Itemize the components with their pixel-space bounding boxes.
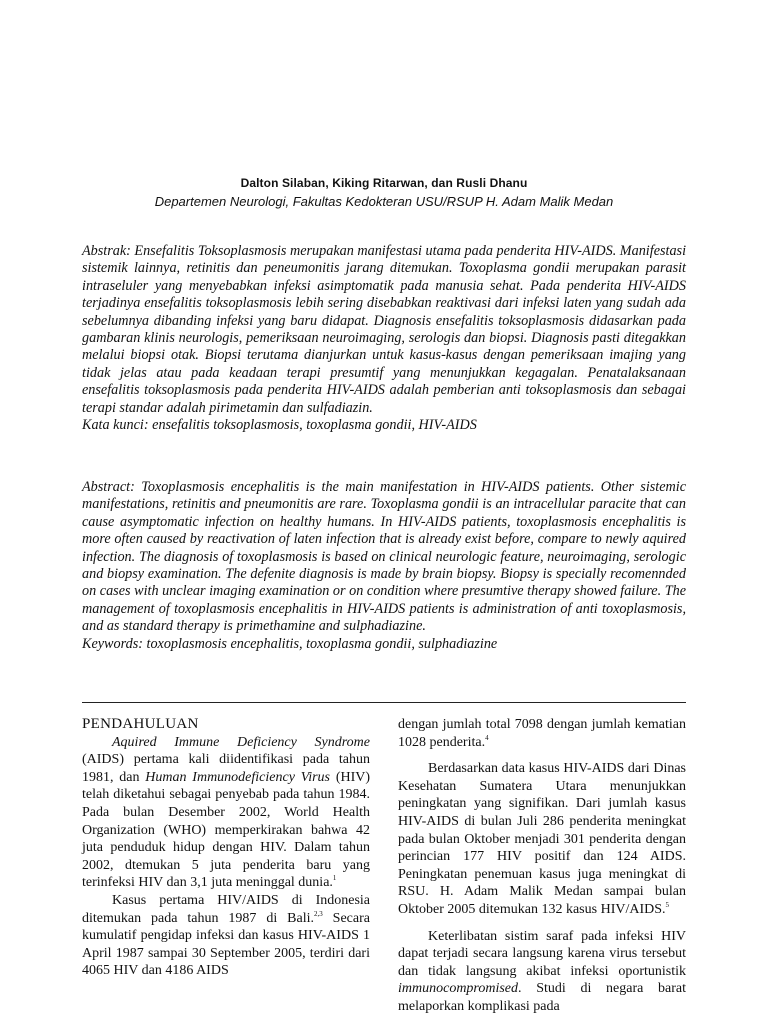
paragraph [398, 928, 686, 1016]
paragraph [398, 716, 686, 751]
citation-ref: 2,3 [314, 909, 323, 918]
italic-term: Aquired Immune Deficiency Syndrome [112, 734, 370, 750]
paragraph [398, 760, 686, 918]
paragraph [82, 734, 370, 892]
kata-kunci-text: ensefalitis toksoplasmosis, toxoplasma gondii, HIV-AIDS [152, 417, 477, 434]
abstrak-indonesian [82, 243, 686, 434]
keywords-label: Keywords: [82, 635, 143, 652]
citation-ref: 1 [332, 874, 337, 883]
section-divider [82, 702, 686, 703]
keywords [82, 636, 686, 653]
kata-kunci [82, 417, 686, 434]
body-column-left [82, 716, 370, 980]
abstract-label: Abstract: [82, 479, 135, 495]
kata-kunci-label: Kata kunci: [82, 417, 149, 434]
body-column-right [398, 716, 686, 1016]
abstract-text: Toxoplasmosis encephalitis is the main manifestation in HIV-AIDS patients. Other sistemic manifestations, retinitis and pneumonitis are rare. Toxoplasma gondii is an intracellular paracite that can cause asymptomatic infection on healthy humans. In HIV-AIDS patients, toxoplasmosis encephalitis is more often caused by reactivation of laten infection that is already exist before, compare to newly aquired infection. The diagnosis of toxoplasmosis is based on clinical neurologic feature, neuroimaging, serologic and biopsy examination. The defenite diagnosis is made by brain biopsy. Biopsy is specially recomennded on cases with unclear imaging examination or on condition where presumtive therapy showed failure. The management of toxoplasmosis encephalitis in HIV-AIDS patients is administration of anti toxoplasmosis, and as standard therapy is primethamine and sulphadiazine. [82, 479, 687, 635]
abstrak-text: Ensefalitis Toksoplasmosis merupakan manifestasi utama pada penderita HIV-AIDS. Manifestasi sistemik lainnya, retinitis dan peneumonitis jarang ditemukan. Toxoplasma gondii merupakan parasit intraseluler yang menyebabkan infeksi asimptomatik pada manusia sehat. Pada penderita HIV-AIDS terjadinya ensefalitis toksoplasmosis lebih sering disebabkan reaktivasi dari infeksi laten yang sudah ada sebelumnya dibanding infeksi yang baru didapat. Diagnosis ensefalitis toksoplasmosis didasarkan pada gambaran klinis neurologis, pemeriksaan neuroimaging, serologis dan biopsi. Diagnosis pasti ditegakkan melalui biopsi otak. Biopsi terutama dianjurkan untuk kasus-kasus dengan pemeriksaan imajing yang tidak jelas atau pada keadaan terapi presumtif yang menunjukkan kegagalan. Penatalaksanaan ensefalitis toksoplasmosis pada penderita HIV-AIDS adalah pemberian anti toksoplasmosis dan sebagai terapi standar adalah pirimetamin dan sulfadiazin. [82, 243, 687, 416]
paragraph-text: Keterlibatan sistim saraf pada infeksi HIV dapat terjadi secara langsung karena virus tersebut dan tidak langsung akibat infeksi oportunistik [398, 928, 686, 979]
paragraph [82, 892, 370, 980]
italic-term: immunocompromised [398, 981, 519, 997]
paragraph-text: Berdasarkan data kasus HIV-AIDS dari Dinas Kesehatan Sumatera Utara menunjukkan peningkatan yang signifikan. Dari jumlah kasus HIV-AIDS di bulan Juli 286 penderita meningkat pada bulan Oktober menjadi 301 penderita dengan perincian 177 HIV positif dan 124 AIDS. Peningkatan penemuan kasus juga meningkat di RSU. H. Adam Malik Medan sampai bulan Oktober 2005 ditemukan 132 kasus HIV/AIDS. [398, 761, 686, 917]
paragraph-text: (HIV) telah diketahui sebagai penyebab pada tahun 1984. Pada bulan Desember 2002, World Health Organization (WHO) memperkirakan bahwa 42 juta penduduk hidup dengan HIV. Dalam tahun 2002, dtemukan 5 juta penderita baru yang terinfeksi HIV dan 3,1 juta meninggal dunia. [82, 769, 371, 891]
abstract-paragraph [82, 479, 686, 636]
section-title: PENDAHULUAN [82, 716, 199, 732]
abstract-english [82, 479, 686, 653]
paragraph-text: Kasus pertama HIV/AIDS di Indonesia ditemukan pada tahun 1987 di Bali. [82, 892, 370, 926]
citation-ref: 5 [665, 900, 670, 909]
authors: Dalton Silaban, Kiking Ritarwan, dan Rusli Dhanu [240, 176, 528, 190]
paragraph-text: dengan jumlah total 7098 dengan jumlah kematian 1028 penderita. [398, 717, 686, 750]
italic-term: Human Immunodeficiency Virus [145, 769, 331, 785]
article-header [0, 176, 768, 209]
citation-ref: 4 [485, 733, 489, 742]
abstrak-paragraph [82, 243, 686, 417]
paragraph-text: (AIDS) pertama kali diidentifikasi pada tahun 1981, dan [82, 752, 370, 785]
paragraph-text: Secara kumulatif pengidap infeksi dan kasus HIV-AIDS 1 April 1987 sampai 30 September 2005, terdiri dari 4065 HIV dan 4186 AIDS [82, 910, 370, 979]
abstrak-label: Abstrak: [82, 243, 131, 259]
affiliation: Departemen Neurologi, Fakultas Kedokteran USU/RSUP H. Adam Malik Medan [154, 194, 614, 209]
paragraph-text: . Studi di negara barat melaporkan komplikasi pada [398, 981, 686, 1014]
keywords-text: toxoplasmosis encephalitis, toxoplasma gondii, sulphadiazine [146, 635, 498, 652]
